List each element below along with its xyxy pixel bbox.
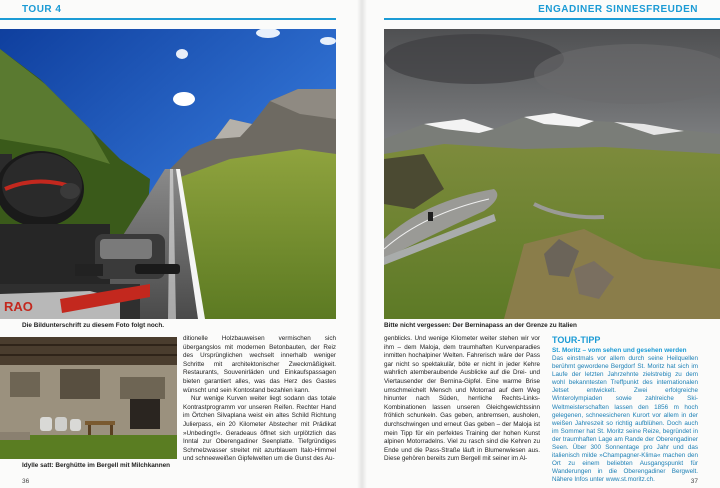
photo-motorcycle-road — [0, 29, 336, 319]
tour-tip-title: TOUR-TIPP — [552, 335, 601, 345]
section-title-left: TOUR 4 — [22, 4, 62, 15]
article-column-right — [384, 335, 540, 464]
svg-text:RAO: RAO — [4, 299, 33, 314]
page-number-right: 37 — [690, 478, 698, 485]
book-spine — [357, 0, 367, 488]
article-paragraph: ditionelle Holzbauweisen vermischen sich übergangslos mit modernen Betonbauten, der Reiz des Ursprünglichen wechselt innerhalb weniger Schritte mit architektonischer Zweckmäßigkeit. Restaurants, Souvenirläden und Einkaufspassagen bieten garantiert alles, was das Herz des Gastes wünscht und sein Kontostand bezahlen kann. — [183, 335, 336, 394]
tour-tip-subtitle: St. Moritz – vom sehen und gesehen werden — [552, 347, 687, 354]
caption-photo-3: Idylle satt: Berghütte im Bergell mit Milchkannen — [22, 462, 171, 469]
photo-berninapass — [384, 29, 720, 319]
tour-tip-body: Das einstmals vor allem durch seine Heilquellen berühmt gewordene Bergdorf St. Moritz hat sich im Laufe der letzten Jahrzehnte zielstrebig zu dem wohl bekanntesten Treffpunkt des internationalen Jetset entwickelt. Zwei erfolgreiche Winterolympiaden sowie zahlreiche Ski-Weltmeisterschaften lassen den 1856 m hoch gelegenen, schneesicheren Kurort vor allem in der weißen Jahreszeit so richtig aufblühen. Doch auch im Sommer hat St. Moritz seine Reize, begründet in der traumhaften Lage am Rande der Oberengadiner Seen. Über 300 Sonnentage pro Jahr und das italienisch milde »Champagner-Klima« machen den Ort zu einem beliebten Ausgangspunkt für Wanderungen in die Oberengadiner Bergwelt. Nähere Infos unter www.st.moritz.ch. — [552, 355, 698, 484]
caption-photo-1: Die Bildunterschrift zu diesem Foto folgt noch. — [22, 322, 165, 329]
caption-photo-2: Bitte nicht vergessen: Der Berninapass an der Grenze zu Italien — [384, 322, 577, 329]
article-paragraph: Nur wenige Kurven weiter liegt sodann das totale Kontrastprogramm vor unseren Reifen. Rechter Hand im Örtchen Silvaplana weist ein altes Schild Richtung Julierpass, ein 20 Kilometer Abstecher mit Prädikat »Unbedingt!«. Geradeaus öffnet sich urplötzlich das Inntal zur Oberengadiner Seenplatte. Tiefgründiges Schmelzwasser streitet mit azurblauem Italo-Himmel und schneeweißen Gipfelwelten um die Gunst des Au- — [183, 395, 336, 463]
photo-mountain-hut — [0, 337, 177, 459]
tour-tip-box — [552, 335, 698, 485]
article-paragraph: genblicks. Und wenige Kilometer weiter stehen wir vor ihm – dem Maloja, dem traumhaften Kurvenparadies inmitten hochalpiner Welten. Fahrerisch wäre der Pass gar nicht so spektakulär, böte er nicht in jeder Kehre wahrlich atemberaubende Ausblicke auf die Drei- und Viertausender der Bernina-Gipfel. Eine warme Brise umschmeichelt Mensch und Motorrad auf dem Weg hinunter nach Süden, herrliche Rechts-Links-Kombinationen lassen unseren Gleichgewichtssinn fröhlich schunkeln. Gas geben, anbremsen, ausholen, durchschwingen und erneut Gas geben – der Maloja ist mein Tipp für ein perfektes Training der hohen Kunst alpinen Motorradelns. Viel zu rasch sind die Kehren zu Ende und die Pass-Straße läuft in Blumenwiesen aus. Diese gehören bereits zum Bergell mit seiner im Al- — [384, 335, 540, 463]
page-number-left: 36 — [22, 478, 30, 485]
section-title-right: ENGADINER SINNESFREUDEN — [538, 4, 698, 15]
article-column-middle — [183, 335, 336, 464]
header-rule-left — [0, 18, 336, 20]
header-rule-right — [384, 18, 720, 20]
